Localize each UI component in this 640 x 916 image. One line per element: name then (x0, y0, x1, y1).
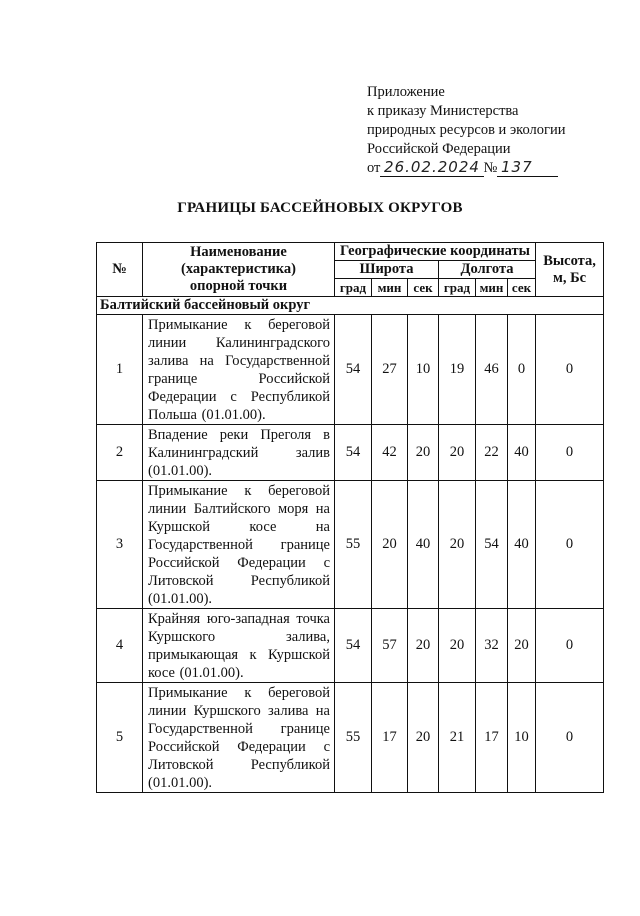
table-row (97, 481, 604, 609)
lon-min: 17 (476, 683, 508, 793)
header-height: Высота, м, Бс (536, 243, 604, 297)
lat-sec: 10 (408, 315, 439, 425)
lat-deg: 55 (335, 683, 372, 793)
table-row (97, 609, 604, 683)
lon-sec: 10 (508, 683, 536, 793)
lat-min: 42 (372, 425, 408, 481)
approval-line-2: к приказу Министерства (367, 103, 519, 119)
approval-line-1: Приложение (367, 84, 445, 100)
lat-deg: 54 (335, 609, 372, 683)
header-lat-min: мин (372, 279, 408, 297)
handwritten-number: 137 (501, 158, 533, 176)
table-row (97, 683, 604, 793)
lon-sec: 0 (508, 315, 536, 425)
row-number: 1 (97, 315, 143, 425)
row-description: Примыкание к береговой линии Балтийского моря на Куршской косе на Государственной границе Российской Федерации с Литовской Республикой (01.01.00). (143, 481, 335, 609)
header-lat: Широта (335, 261, 439, 279)
section-title: Балтийский бассейновый округ (97, 297, 604, 315)
lon-sec: 40 (508, 425, 536, 481)
lat-deg: 55 (335, 481, 372, 609)
header-name-line-1: Наименование (190, 244, 287, 260)
date-prefix: от (367, 160, 381, 176)
header-geo: Географические координаты (335, 243, 536, 261)
row-description: Примыкание к береговой линии Калининградского залива на Государственной границе Российской Федерации с Республикой Польша (01.01.00). (143, 315, 335, 425)
lon-min: 54 (476, 481, 508, 609)
row-number: 3 (97, 481, 143, 609)
header-name-line-2: (характеристика) (181, 261, 296, 277)
number-sign: № (483, 160, 498, 176)
lat-min: 57 (372, 609, 408, 683)
header-lat-deg: град (335, 279, 372, 297)
row-description: Впадение реки Преголя в Калининградский залив (01.01.00). (143, 425, 335, 481)
lat-sec: 40 (408, 481, 439, 609)
height: 0 (536, 315, 604, 425)
document-title: ГРАНИЦЫ БАССЕЙНОВЫХ ОКРУГОВ (177, 200, 463, 216)
approval-date-line (367, 159, 607, 178)
lon-deg: 20 (439, 609, 476, 683)
lat-min: 20 (372, 481, 408, 609)
lat-min: 17 (372, 683, 408, 793)
table-row (97, 315, 604, 425)
lon-min: 22 (476, 425, 508, 481)
lon-deg: 19 (439, 315, 476, 425)
header-lon: Долгота (439, 261, 536, 279)
header-lon-min: мин (476, 279, 508, 297)
header-lat-sec: сек (408, 279, 439, 297)
approval-line-4: Российской Федерации (367, 141, 511, 157)
lat-deg: 54 (335, 315, 372, 425)
lat-deg: 54 (335, 425, 372, 481)
boundaries-table (96, 242, 604, 793)
lon-sec: 20 (508, 609, 536, 683)
lon-min: 32 (476, 609, 508, 683)
header-lon-deg: град (439, 279, 476, 297)
lat-sec: 20 (408, 683, 439, 793)
lon-deg: 21 (439, 683, 476, 793)
lon-deg: 20 (439, 425, 476, 481)
lon-min: 46 (476, 315, 508, 425)
section-row (97, 297, 604, 315)
lon-deg: 20 (439, 481, 476, 609)
handwritten-date: 26.02.2024 (384, 158, 480, 176)
header-name-line-3: опорной точки (189, 278, 288, 294)
row-description: Примыкание к береговой линии Куршского залива на Государственной границе Российской Федерации с Литовской Республикой (01.01.00). (143, 683, 335, 793)
row-number: 2 (97, 425, 143, 481)
row-description: Крайняя юго-западная точка Куршского залива, примыкающая к Куршской косе (01.01.00). (143, 609, 335, 683)
lat-sec: 20 (408, 609, 439, 683)
date-field (380, 159, 483, 177)
height: 0 (536, 481, 604, 609)
height: 0 (536, 609, 604, 683)
lat-min: 27 (372, 315, 408, 425)
header-lon-sec: сек (508, 279, 536, 297)
row-number: 5 (97, 683, 143, 793)
height: 0 (536, 683, 604, 793)
header-name (143, 243, 335, 297)
header-no: № (97, 243, 143, 297)
approval-line-3: природных ресурсов и экологии (367, 122, 566, 138)
lon-sec: 40 (508, 481, 536, 609)
header-row-1 (97, 243, 604, 261)
lat-sec: 20 (408, 425, 439, 481)
table-row (97, 425, 604, 481)
row-number: 4 (97, 609, 143, 683)
number-field (497, 159, 558, 177)
height: 0 (536, 425, 604, 481)
approval-block (367, 83, 607, 178)
